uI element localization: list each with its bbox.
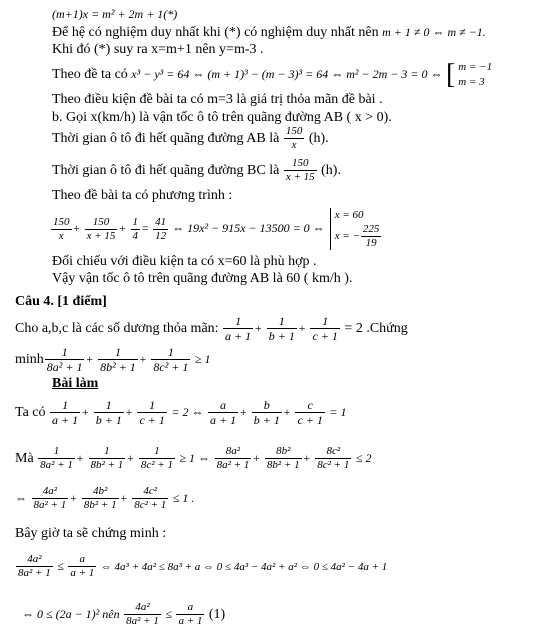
text-line-conclusion: Vậy vận tốc ô tô trên quãng đường AB là 60 ( km/h ).	[52, 271, 353, 286]
text-line-part-b: b. Gọi x(km/h) là vận tốc ô tô trên quãng đường AB ( x > 0).	[52, 110, 392, 125]
solution-system-x: x = 60 x = − $\frac{225}{19}$	[330, 208, 383, 250]
text-line-cube-difference: Theo đề ta có x³ − y³ = 64 ⇔ (m + 1)³ − (m − 3)³ = 64 ⇔ m² − 2m − 3 = 0 ⇔ [ m = −1 m = 3	[52, 59, 493, 90]
solution-step-1: Ta có $\frac{1}{a + 1}$ + $\frac{1}{b + 1}$ + $\frac{1}{c + 1}$ = 2 ⇔ $\frac{a}{a + 1}$ + $\frac{b}{b + 1}$ + $\frac{c}{c + 1}$ = 1	[15, 398, 347, 428]
solution-step-3: ⇔ $\frac{\text{4a²}}{\text{8a² + 1}}$ + $\frac{\text{4b²}}{\text{8b² + 1}}$ + $\frac{\text{4c²}}{\text{8c² + 1}}$ ≤ 1 .	[15, 485, 195, 512]
text-line-when-star: Khi đó (*) suy ra x=m+1 nên y=m-3 .	[52, 42, 264, 57]
text-line-time-bc: Thời gian ô tô đi hết quãng đường BC là $\frac{150}{x + 15}$ (h).	[52, 157, 341, 184]
text-line-time-ab: Thời gian ô tô đi hết quãng đường AB là $\frac{150}{x}$ (h).	[52, 125, 329, 152]
equation-star: (m+1)x = m² + 2m + 1(*)	[52, 7, 178, 21]
fraction-150-x: $\frac{150}{x}$	[285, 125, 303, 152]
bracket-icon: [	[445, 59, 456, 90]
solution-step-4: $\frac{\text{4a²}}{\text{8a² + 1}}$ ≤ $\frac{a}{a + 1}$ ⇔ 4a³ + 4a² ≤ 8a³ + a ⇔ 0 ≤ 4a³ − 4a² + a² ⇔ 0 ≤ 4a² − 4a + 1	[18, 553, 388, 580]
prove-statement: minh $\frac{1}{\text{8a² + 1}}$ + $\frac{1}{\text{8b² + 1}}$ + $\frac{1}{\text{8c² + 1}}$ ≥ 1	[15, 345, 211, 375]
text-line-now-prove: Bây giờ ta sẽ chứng minh :	[15, 526, 167, 541]
solution-step-5: ⇔ 0 ≤ (2a − 1)² nên $\frac{\text{4a²}}{\text{8a² + 1}}$ ≤ $\frac{a}{a + 1}$ (1)	[22, 601, 226, 628]
text-line-check-condition: Đối chiếu với điều kiện ta có x=60 là phù hợp .	[52, 254, 317, 269]
solution-step-2: Mà $\frac{1}{\text{8a² + 1}}$ + $\frac{1}{\text{8b² + 1}}$ + $\frac{1}{\text{8c² + 1}}$ ≥ 1 ⇔ $\frac{\text{8a²}}{\text{8a² + 1}}$ + $\frac{\text{8b²}}{\text{8b² + 1}}$ + $\frac{\text{8c²}}{\text{8c² + 1}}$ ≤ 2	[15, 445, 372, 472]
text-line-unique-solution: Để hệ có nghiệm duy nhất khi (*) có nghiệm duy nhất nên m + 1 ≠ 0 ⇔ m ≠ −1.	[52, 25, 486, 40]
solution-heading: Bài làm	[52, 376, 99, 391]
question-4-heading: Câu 4. [1 điểm]	[15, 294, 107, 309]
equation-main: $\frac{150}{x}$ + $\frac{150}{x + 15}$ + $\frac{1}{4}$ = $\frac{41}{12}$ ⇔ 19x² − 915x − 13500 = 0 ⇔ x = 60 x = − $\frac{225}{19}$	[50, 206, 382, 250]
fraction-150-x15: $\frac{150}{x + 15}$	[285, 157, 315, 184]
problem-statement: Cho a,b,c là các số dương thỏa mãn: $\frac{1}{a + 1}$ + $\frac{1}{b + 1}$ + $\frac{1}{c + 1}$ = 2 .Chứng	[15, 314, 408, 344]
text-line-condition-m3: Theo điều kiện đề bài ta có m=3 là giá trị thỏa mãn đề bài .	[52, 92, 383, 107]
solution-system-m: m = −1 m = 3	[458, 61, 493, 88]
text-line-equation-intro: Theo đề bài ta có phương trình :	[52, 188, 233, 203]
